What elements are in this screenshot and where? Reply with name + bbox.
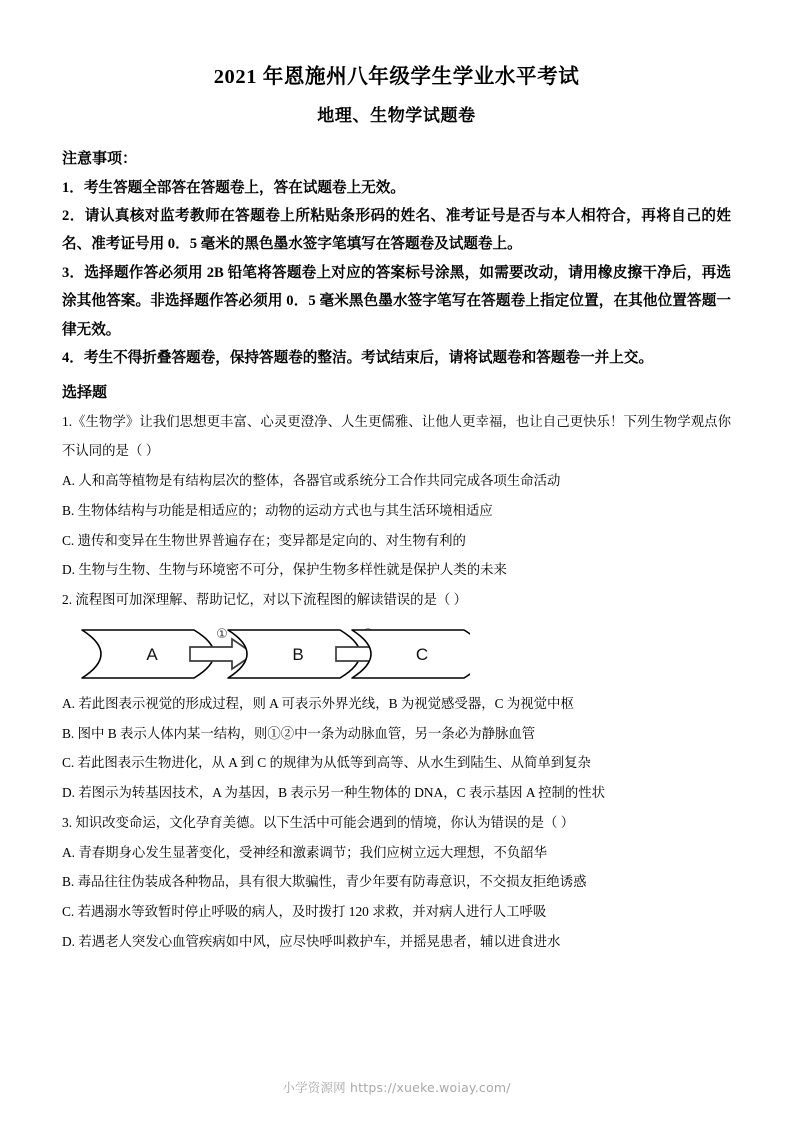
notice-item-4: 4．考生不得折叠答题卷，保持答题卷的整洁。考试结束后，请将试题卷和答题卷一并上交。 [62,350,654,367]
question-1-option-b[interactable]: B. 生物体结构与功能是相适应的；动物的运动方式也与其生活环境相适应 [62,502,493,518]
notice-heading: 注意事项： [62,151,138,168]
question-1-option-d[interactable]: D. 生物与生物、生物与环境密不可分，保护生物多样性就是保护人类的未来 [62,562,507,578]
question-2-option-a[interactable]: A. 若此图表示视觉的形成过程，则 A 可表示外界光线，B 为视觉感受器，C 为视觉中枢 [62,695,574,711]
question-3 [62,808,731,957]
question-2-flowchart [62,625,731,683]
question-1-stem: 1.《生物学》让我们思想更丰富、心灵更澄净、人生更儒雅、让他人更幸福，也让自己更快乐！下列生物学观点你不认同的是（ ） [62,413,731,459]
flow-node-c-label: C [415,644,429,664]
question-2-option-b[interactable]: B. 图中 B 表示人体内某一结构，则①②中一条为动脉血管，另一条必为静脉血管 [62,725,536,741]
watermark: 小学资源网 https://xueke.woiay.com/ [282,1080,511,1095]
title-block [62,0,731,128]
flow-arrow-1-label: ① [216,626,228,642]
question-2-option-c[interactable]: C. 若此图表示生物进化，从 A 到 C 的规律为从低等到高等、从水生到陆生、从简单到复杂 [62,755,591,771]
flow-node-a-label: A [146,644,158,664]
section-heading-choice: 选择题 [62,384,108,401]
question-3-option-d[interactable]: D. 若遇老人突发心血管疾病如中风，应尽快呼叫救护车，并摇晃患者，辅以进食进水 [62,933,561,949]
notice-block [62,148,731,372]
question-3-stem: 3. 知识改变命运，文化孕育美德。以下生活中可能会遇到的情境，你认为错误的是（ ） [62,814,575,830]
question-2 [62,585,731,808]
question-1 [62,407,731,586]
question-3-option-c[interactable]: C. 若遇溺水等致暂时停止呼吸的病人，及时拨打 120 求救，并对病人进行人工呼吸 [62,904,547,920]
notice-item-1: 1．考生答题全部答在答题卷上，答在试题卷上无效。 [62,179,405,196]
question-2-option-d[interactable]: D. 若图示为转基因技术，A 为基因，B 表示另一种生物体的 DNA，C 表示基因 A 控制的性状 [62,785,606,801]
page-title: 2021 年恩施州八年级学生学业水平考试 [213,66,580,88]
question-3-option-a[interactable]: A. 青春期身心发生显著变化，受神经和激素调节；我们应树立远大理想，不负韶华 [62,844,548,860]
question-2-stem: 2. 流程图可加深理解、帮助记忆，对以下流程图的解读错误的是（ ） [62,592,468,608]
notice-item-3: 3．选择题作答必须用 2B 铅笔将答题卷上对应的答案标号涂黑，如需要改动，请用橡皮擦干净后，再选涂其他答案。非选择题作答必须用 0．5 毫米黑色墨水签字笔写在答题卷上指定位置，在其他位置答题一律无效。 [62,264,731,338]
question-1-option-c[interactable]: C. 遗传和变异在生物世界普遍存在；变异都是定向的、对生物有利的 [62,532,466,548]
page-subtitle: 地理、生物学试题卷 [317,105,476,125]
flow-node-b-label: B [292,644,304,664]
question-3-option-b[interactable]: B. 毒品往往伪装成各种物品，具有很大欺骗性，青少年要有防毒意识，不交损友拒绝诱惑 [62,874,587,890]
notice-item-2: 2．请认真核对监考教师在答题卷上所粘贴条形码的姓名、准考证号是否与本人相符合，再将自己的姓名、准考证号用 0．5 毫米的黑色墨水签字笔填写在答题卷及试题卷上。 [62,207,731,253]
question-1-option-a[interactable]: A. 人和高等植物是有结构层次的整体，各器官或系统分工合作共同完成各项生命活动 [62,473,561,489]
